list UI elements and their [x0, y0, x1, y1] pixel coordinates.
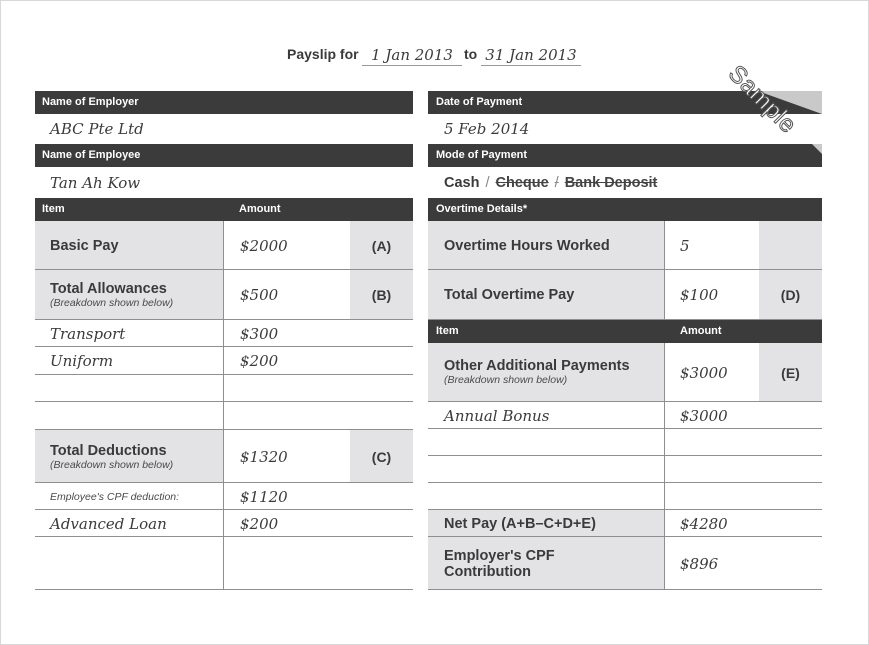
separator: / — [554, 175, 559, 191]
employer-label: Name of Employer — [42, 96, 139, 108]
sample-ribbon-tail — [812, 144, 822, 154]
payment-mode-options — [444, 170, 657, 196]
col-item-label: Item — [436, 325, 459, 337]
allowances-note: (Breakdown shown below) — [50, 297, 174, 309]
deduction-item-label: Advanced Loan — [50, 514, 167, 533]
column-divider — [223, 221, 224, 590]
overtime-pay-label: Total Overtime Pay — [444, 287, 575, 303]
payment-mode-cheque: Cheque — [495, 175, 549, 191]
table-row — [428, 429, 822, 456]
deduction-item-amount: $200 — [240, 514, 279, 533]
basic-pay-label: Basic Pay — [50, 237, 119, 254]
payment-mode-cash: Cash — [444, 175, 480, 191]
payment-date-label: Date of Payment — [436, 96, 523, 108]
payment-mode-bank-deposit: Bank Deposit — [564, 175, 658, 191]
overtime-pay-amount: $100 — [680, 286, 719, 304]
allowance-item-label: Transport — [50, 324, 126, 343]
overtime-header-label: Overtime Details* — [436, 203, 528, 215]
employer-cpf-amount: $896 — [680, 554, 719, 573]
column-divider — [664, 221, 665, 320]
right-items-header — [428, 320, 822, 343]
table-row — [428, 456, 822, 483]
employer-cpf-label-line2: Contribution — [444, 564, 531, 580]
employee-value: Tan Ah Kow — [50, 174, 141, 192]
employer-header — [35, 91, 413, 114]
table-row — [35, 375, 413, 402]
employer-cpf-block — [444, 543, 555, 585]
col-item-label: Item — [42, 203, 65, 215]
period-from-date: 1 Jan 2013 — [362, 46, 462, 66]
code-d: (D) — [780, 287, 801, 303]
deductions-note: (Breakdown shown below) — [50, 459, 174, 471]
total-deductions-amount: $1320 — [240, 447, 288, 466]
allowance-item-amount: $200 — [240, 352, 279, 370]
other-item-label: Annual Bonus — [444, 406, 550, 425]
code-e: (E) — [781, 364, 800, 381]
other-payments-note: (Breakdown shown below) — [444, 374, 568, 386]
payslip-for-label: Payslip for — [287, 46, 359, 62]
total-deductions-block — [50, 440, 173, 474]
allowance-item-amount: $300 — [240, 324, 279, 343]
left-table-header — [35, 198, 413, 221]
employee-header — [35, 144, 413, 167]
payment-mode-label: Mode of Payment — [436, 149, 528, 161]
cpf-deduction-amount: $1120 — [240, 487, 288, 506]
col-amount-label: Amount — [680, 325, 722, 337]
separator: / — [485, 175, 490, 191]
period-to-date: 31 Jan 2013 — [481, 46, 581, 66]
sample-watermark: Sample — [722, 60, 802, 139]
table-row — [35, 537, 413, 590]
net-pay-amount: $4280 — [680, 514, 728, 533]
other-item-amount: $3000 — [680, 406, 728, 425]
employee-label: Name of Employee — [42, 149, 141, 161]
col-amount-label: Amount — [239, 203, 281, 215]
to-label: to — [464, 46, 478, 62]
overtime-hours-label: Overtime Hours Worked — [444, 237, 610, 254]
basic-pay-amount: $2000 — [240, 236, 288, 255]
employer-value: ABC Pte Ltd — [50, 120, 144, 138]
total-allowances-label: Total Allowances — [50, 281, 167, 297]
total-allowances-block — [50, 278, 173, 312]
other-payments-label: Other Additional Payments — [444, 358, 630, 374]
allowance-item-label: Uniform — [50, 352, 114, 370]
code-b: (B) — [371, 287, 392, 303]
table-row — [35, 402, 413, 430]
employer-cpf-label-line1: Employer's CPF — [444, 548, 555, 564]
code-c: (C) — [371, 448, 392, 465]
net-pay-label: Net Pay (A+B–C+D+E) — [444, 515, 596, 532]
payment-date-value: 5 Feb 2014 — [444, 120, 530, 138]
payment-mode-header — [428, 144, 822, 167]
table-row — [428, 483, 822, 510]
code-a: (A) — [371, 237, 392, 254]
overtime-hours-value: 5 — [680, 236, 690, 255]
other-payments-amount: $3000 — [680, 363, 728, 382]
total-allowances-amount: $500 — [240, 286, 279, 304]
column-divider — [664, 343, 665, 590]
other-payments-block — [444, 355, 630, 389]
cpf-deduction-label: Employee's CPF deduction: — [50, 490, 180, 503]
overtime-header — [428, 198, 822, 221]
total-deductions-label: Total Deductions — [50, 443, 167, 459]
